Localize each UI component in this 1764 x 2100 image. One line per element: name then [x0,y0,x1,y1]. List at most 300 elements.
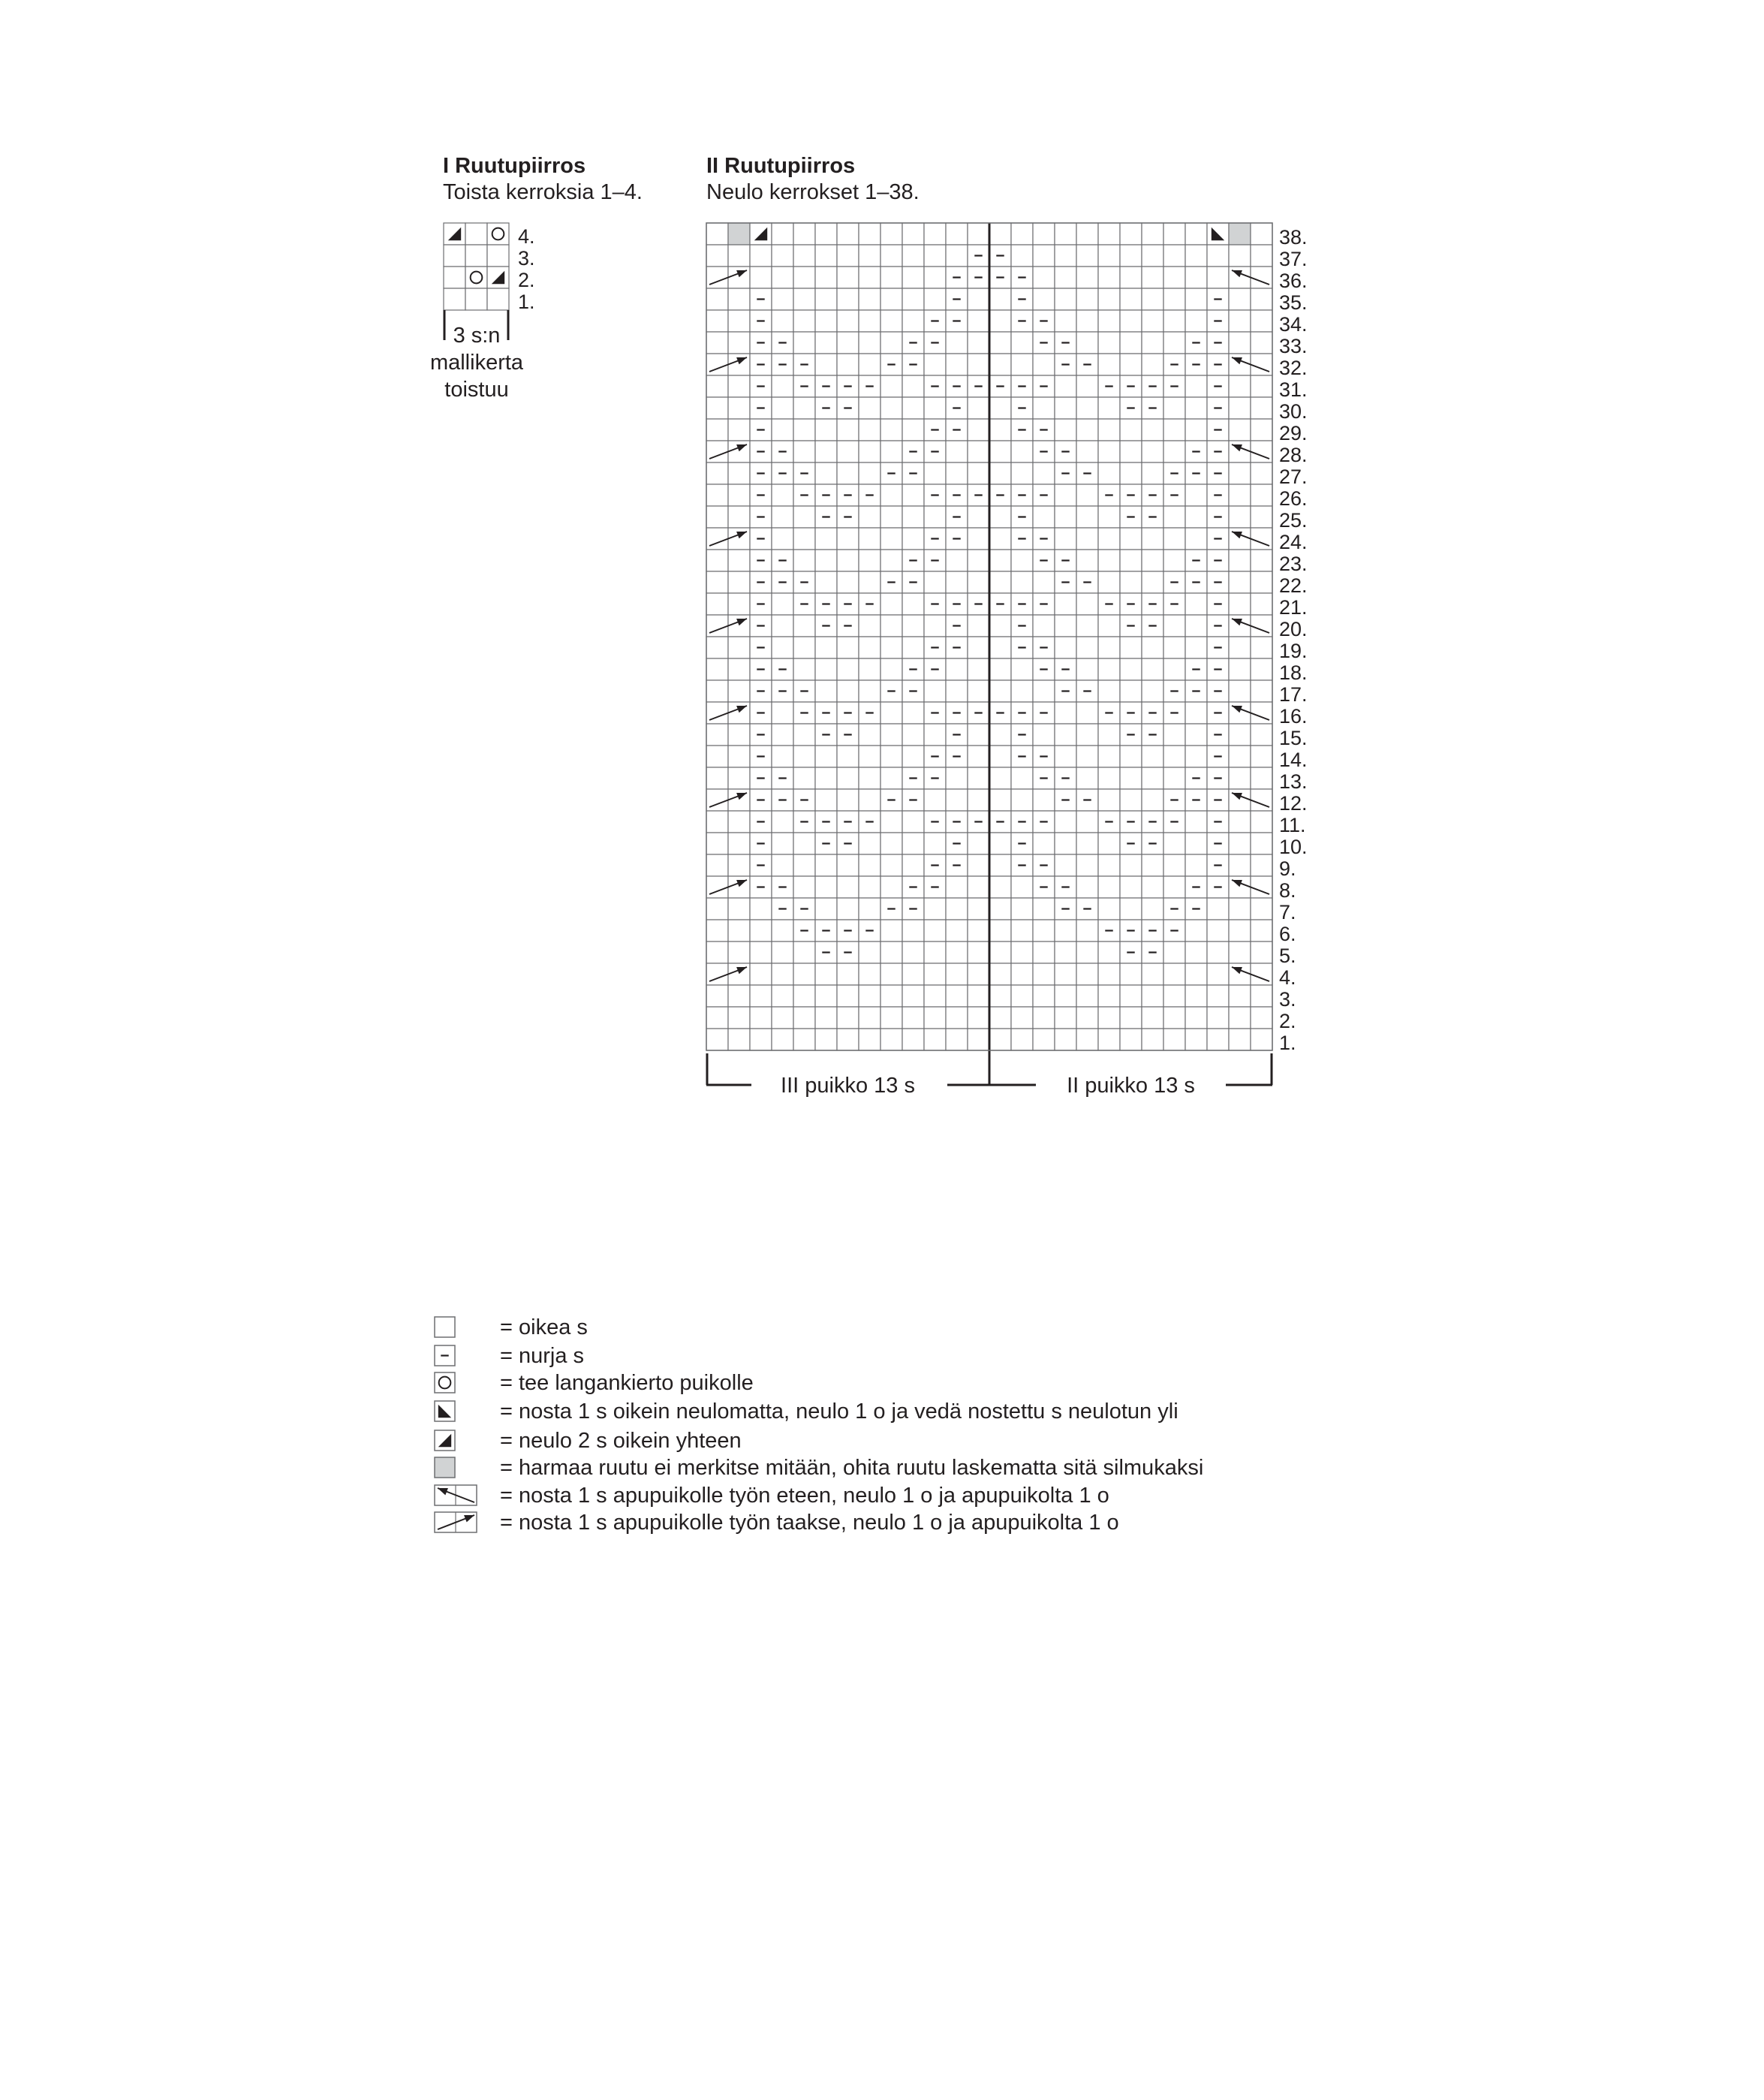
chart2-cell [1163,1007,1185,1029]
chart2-cell [989,898,1011,920]
chart2-cell [946,1029,968,1050]
chart2-cell [706,506,728,528]
chart2-cell [1229,724,1251,746]
chart2-row-label: 27. [1279,465,1308,488]
chart2-cell [968,1007,989,1029]
chart2-cell [1098,1007,1120,1029]
chart2-cell [1011,658,1033,680]
chart2-cell [728,593,750,615]
chart2-cell [1185,702,1207,724]
chart2-cell [1098,746,1120,767]
chart2-cell [750,1007,772,1029]
chart2-cell [1011,920,1033,942]
chart2-cell [793,245,815,267]
chart2-cell [1011,1029,1033,1050]
chart2-cell [793,1007,815,1029]
chart2-cell [968,854,989,876]
chart2-cell [1011,550,1033,571]
chart2-cell [1076,963,1098,985]
chart2-cell [1185,223,1207,245]
chart2-cell [1251,746,1272,767]
chart2-cell [902,963,924,985]
chart2-cell [1055,310,1076,332]
chart2-cell [837,680,859,702]
chart2-cell [902,528,924,550]
chart2-cell [750,963,772,985]
chart2-cell [946,767,968,789]
chart2-cell [1076,310,1098,332]
chart2-cell [728,811,750,833]
chart2-cell [1098,898,1120,920]
chart2-cell [1055,419,1076,441]
chart2-cell [1120,898,1142,920]
chart2-cell [815,767,837,789]
chart2-cell [1076,332,1098,354]
chart2-row-label: 16. [1279,705,1308,728]
legend-text: = tee langankierto puikolle [500,1371,754,1395]
chart2-cell [706,462,728,484]
chart2-cell [1229,375,1251,397]
chart2-cell [1229,854,1251,876]
chart2-cell [1185,833,1207,854]
chart2-cell [1163,397,1185,419]
chart2-cell [902,484,924,506]
chart2-cell [1207,985,1229,1007]
chart2-cell [1142,789,1163,811]
chart2-cell [1098,680,1120,702]
chart2-cell [706,550,728,571]
chart2-cell [793,963,815,985]
chart2-cell [815,680,837,702]
chart2-row-label: 8. [1279,879,1296,902]
chart2-cell [1207,1007,1229,1029]
chart2-cell [946,985,968,1007]
chart2-cell [706,854,728,876]
chart2-cell [1120,1029,1142,1050]
chart2-cell [1251,550,1272,571]
chart2-cell [968,550,989,571]
chart2-row-label: 38. [1279,226,1308,249]
chart2-row-label: 11. [1279,814,1306,836]
chart2-cell [1163,332,1185,354]
chart2-cell [728,288,750,310]
chart2-row-label: 17. [1279,683,1308,706]
chart2-cell [1163,419,1185,441]
chart2-cell [859,288,880,310]
chart2-cell [880,746,902,767]
chart2-cell [728,484,750,506]
chart2-cell [837,267,859,288]
chart2-cell [968,397,989,419]
chart2-cell [859,506,880,528]
chart2-cell [924,1029,946,1050]
chart2-cell [1098,637,1120,658]
chart2-cell [1011,223,1033,245]
chart2-cell [1251,985,1272,1007]
chart2-cell [1185,528,1207,550]
chart2-cell [1229,332,1251,354]
chart2-cell [815,876,837,898]
chart2-cell [1229,593,1251,615]
chart2-row-label: 15. [1279,727,1308,749]
chart2-cell [968,571,989,593]
chart2-cell [1098,332,1120,354]
chart2-cell [772,985,793,1007]
chart2-cell [880,223,902,245]
chart2-cell [837,637,859,658]
chart2-cell [968,680,989,702]
chart2-cell [1055,615,1076,637]
chart2-cell [1163,833,1185,854]
chart2-cell [1033,462,1055,484]
legend-text: = nosta 1 s apupuikolle työn taakse, neulo 1 o ja apupuikolta 1 o [500,1511,1119,1535]
chart2-cell [1120,310,1142,332]
chart2-cell [1207,898,1229,920]
chart2-cell [924,267,946,288]
chart2-cell [728,332,750,354]
chart2-cell [968,1029,989,1050]
chart2-cell [1251,310,1272,332]
chart2-cell [902,310,924,332]
chart2-cell [1120,767,1142,789]
chart2-cell [793,288,815,310]
needle-label-left: III puikko 13 s [781,1074,915,1098]
chart2-cell [1076,702,1098,724]
chart2-cell [728,637,750,658]
chart2-cell [946,876,968,898]
chart2-cell [1120,528,1142,550]
chart2-cell [1120,963,1142,985]
chart2-cell [924,1007,946,1029]
chart2-cell [989,397,1011,419]
chart2-cell [728,724,750,746]
chart2-row-label: 4. [1279,966,1296,989]
chart2-row-label: 31. [1279,378,1308,401]
chart2-cell [1098,963,1120,985]
chart2-cell [1055,375,1076,397]
chart2-cell [837,876,859,898]
chart2-cell [772,419,793,441]
chart2-cell [968,288,989,310]
chart2-cell [728,898,750,920]
chart2-cell [924,462,946,484]
chart2-cell [1229,767,1251,789]
chart2-cell [859,746,880,767]
chart2-cell [968,615,989,637]
chart2-cell [1251,462,1272,484]
chart2-cell [989,332,1011,354]
chart2-cell [880,833,902,854]
chart1-row-label: 2. [518,269,535,291]
chart2-cell [1120,462,1142,484]
chart2-cell [968,876,989,898]
chart2-cell [1142,267,1163,288]
chart2-cell [989,223,1011,245]
legend-text: = nurja s [500,1344,585,1368]
chart2-cell [902,985,924,1007]
chart2-cell [946,550,968,571]
chart2-cell [1076,920,1098,942]
chart2-cell [793,942,815,963]
chart2-cell [1098,506,1120,528]
chart2-cell [1185,746,1207,767]
chart2-cell [859,833,880,854]
chart2-cell [902,615,924,637]
chart2-cell [1076,223,1098,245]
chart2-cell [989,942,1011,963]
chart2-cell [989,506,1011,528]
chart2-cell [968,310,989,332]
chart2-cell [1229,288,1251,310]
chart2-cell [706,571,728,593]
chart2-cell [772,1029,793,1050]
chart2-cell [968,441,989,462]
chart2-cell [793,310,815,332]
chart2-cell [859,1029,880,1050]
chart2-cell [772,811,793,833]
chart2-cell [706,767,728,789]
chart2-cell [968,528,989,550]
chart2-cell [1142,963,1163,985]
chart2-cell [1163,506,1185,528]
chart1-cell [465,267,487,288]
chart2-cell [728,310,750,332]
chart2-cell [728,1007,750,1029]
chart2-cell [1142,854,1163,876]
chart2-cell [793,767,815,789]
chart2-cell [1207,267,1229,288]
chart2-cell [1011,876,1033,898]
chart1-cell [487,245,509,267]
chart2-cell [815,1007,837,1029]
chart2-cell [1142,680,1163,702]
chart2-cell [859,789,880,811]
chart2-cell [989,1029,1011,1050]
chart2-cell [728,550,750,571]
chart2-cell [1098,767,1120,789]
chart2-cell [859,658,880,680]
chart2-cell [1251,397,1272,419]
chart2-cell [750,245,772,267]
chart2-cell [1251,854,1272,876]
chart2-cell [989,789,1011,811]
chart2-cell [902,375,924,397]
chart2-cell [902,397,924,419]
chart2-row-label: 7. [1279,901,1296,923]
chart2-cell [902,223,924,245]
chart2-cell [793,746,815,767]
chart2-cell [924,223,946,245]
chart2-cell [1142,288,1163,310]
chart2-row-label: 34. [1279,313,1308,336]
chart2-cell [772,593,793,615]
chart2-cell [1033,1007,1055,1029]
chart2-cell [946,680,968,702]
chart2-cell [1251,506,1272,528]
chart2-cell [837,288,859,310]
chart2-cell [1033,267,1055,288]
chart2-cell [1120,550,1142,571]
chart2-cell [1142,354,1163,375]
chart2-cell [1055,833,1076,854]
chart2-cell [989,680,1011,702]
chart2-cell [772,637,793,658]
chart2-cell [1120,789,1142,811]
chart2-cell [859,550,880,571]
chart2-cell [1142,571,1163,593]
chart2-cell [1011,680,1033,702]
chart2-cell [1163,963,1185,985]
chart2-cell [989,419,1011,441]
chart2-cell [880,702,902,724]
chart2-cell [706,1029,728,1050]
chart2-cell [859,898,880,920]
chart2-row-label: 10. [1279,836,1308,858]
chart2-cell [989,876,1011,898]
chart2-cell [1033,223,1055,245]
chart2-cell [1098,419,1120,441]
needle-label-right: II puikko 13 s [1067,1074,1195,1098]
chart2-cell [793,419,815,441]
chart2-cell [902,1029,924,1050]
chart2-cell [902,833,924,854]
chart2-cell [837,528,859,550]
chart2-row-label: 18. [1279,661,1308,684]
chart2-cell [1185,854,1207,876]
chart2-cell [1033,397,1055,419]
chart2-cell [924,397,946,419]
chart2-cell [946,789,968,811]
chart2-cell [1055,223,1076,245]
chart2-cell [728,419,750,441]
chart2-cell [1011,462,1033,484]
chart2-cell [946,920,968,942]
chart2-cell [880,506,902,528]
chart2-cell [968,789,989,811]
chart2-cell [1229,658,1251,680]
chart2-cell [1185,310,1207,332]
chart2-cell [815,898,837,920]
chart2-cell [772,506,793,528]
chart2-cell [815,1029,837,1050]
chart2-cell [989,571,1011,593]
chart2-cell [1120,985,1142,1007]
chart2-cell [772,288,793,310]
chart2-cell [706,920,728,942]
chart2-cell [1055,920,1076,942]
chart2-cell [1076,876,1098,898]
chart2-cell [1076,506,1098,528]
chart2-title: II Ruutupiirros [706,154,856,178]
chart2-cell [880,528,902,550]
chart2-cell [1251,484,1272,506]
chart2-cell [1076,942,1098,963]
chart2-cell [989,288,1011,310]
chart2-cell [815,245,837,267]
chart2-cell [1229,419,1251,441]
chart2-cell [815,637,837,658]
chart2-cell [1142,223,1163,245]
chart2-cell [1251,920,1272,942]
purl-icon [434,1345,456,1366]
chart2-cell [815,441,837,462]
chart2-cell [1185,397,1207,419]
chart2-cell [1076,1007,1098,1029]
chart2-cell [1098,789,1120,811]
chart2-cell [968,963,989,985]
chart2-cell [750,985,772,1007]
chart2-cell [772,223,793,245]
chart2-cell [772,942,793,963]
chart2-row-label: 12. [1279,792,1308,815]
chart2-cell [706,746,728,767]
chart2-cell [1163,637,1185,658]
chart2-cell [772,854,793,876]
chart2-cell [1098,571,1120,593]
chart2-cell [880,310,902,332]
chart2-cell [1033,963,1055,985]
chart2-cell [815,854,837,876]
chart2-cell [946,963,968,985]
chart1-cell [487,288,509,310]
chart2-cell [1011,942,1033,963]
chart2-cell [1251,571,1272,593]
chart2-cell [706,942,728,963]
chart2-cell [837,245,859,267]
chart2-cell [1251,833,1272,854]
chart2-cell [902,1007,924,1029]
chart2-cell [728,245,750,267]
chart2-cell [1207,942,1229,963]
chart2-row-label: 1. [1279,1032,1296,1054]
chart2-row-label: 13. [1279,770,1308,793]
chart2-cell [706,637,728,658]
chart2-cell [728,462,750,484]
chart2-cell [772,245,793,267]
chart2-cell [750,942,772,963]
chart2-cell [837,789,859,811]
chart2-cell [859,571,880,593]
chart2-cell [1163,223,1185,245]
chart2-cell [1185,1029,1207,1050]
chart2-cell [1229,506,1251,528]
chart2-cell [1142,419,1163,441]
chart2-cell [1163,1029,1185,1050]
chart2-cell [1076,615,1098,637]
chart2-cell [1033,920,1055,942]
chart2-cell [1251,375,1272,397]
chart2-cell [837,854,859,876]
chart2-cell [1229,484,1251,506]
chart2-cell [946,223,968,245]
chart2-cell [1098,1029,1120,1050]
chart2-cell [1076,484,1098,506]
chart2-cell [772,310,793,332]
chart2-cell [1185,419,1207,441]
chart2-cell [1251,1007,1272,1029]
chart2-cell [1033,288,1055,310]
chart2-cell [1185,288,1207,310]
chart2-cell [1142,985,1163,1007]
chart2-cell [706,310,728,332]
chart2-cell [1251,245,1272,267]
chart2-cell [946,332,968,354]
chart2-cell [837,985,859,1007]
chart2-cell [1229,397,1251,419]
chart2-cell [1229,920,1251,942]
chart2-row-label: 14. [1279,749,1308,771]
chart2-cell [859,876,880,898]
